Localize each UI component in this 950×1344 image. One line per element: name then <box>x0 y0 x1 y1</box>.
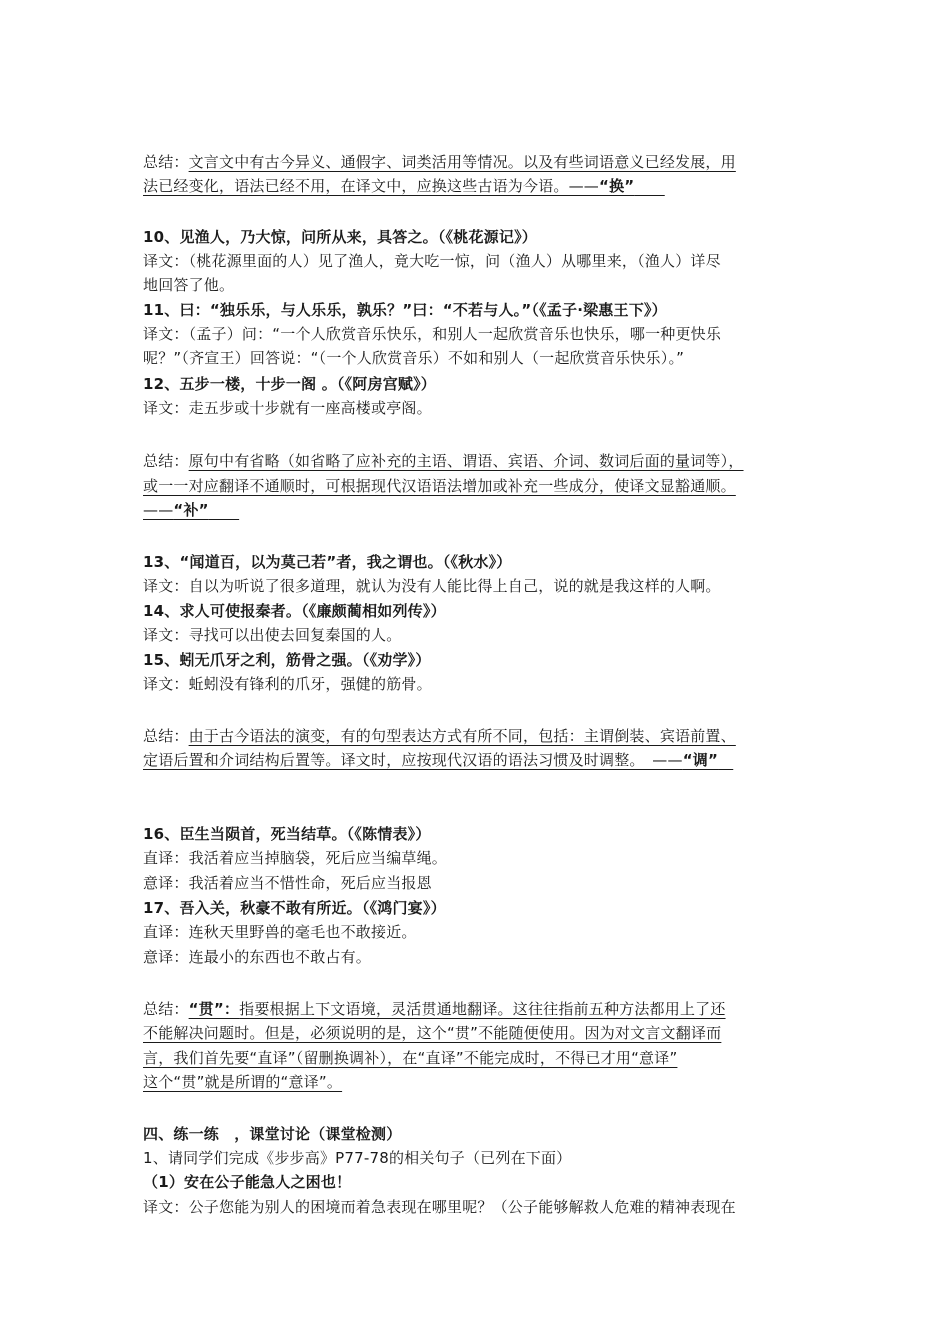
sentence-15: 15、蚓无爪牙之利，筋骨之强。（《劝学》） <box>143 651 431 669</box>
summary-text: 指要根据上下文语境，灵活贯通地翻译。这往往指前五种方法都用上了还 <box>239 1000 726 1018</box>
summary-3-line-1 <box>143 724 823 748</box>
free-translation-17: 意译：连最小的东西也不敢占有。 <box>143 948 372 966</box>
translation-15-line-1: 译文：蚯蚓没有锋利的爪牙，强健的筋骨。 <box>143 675 432 693</box>
summary-label: 总结： <box>143 727 189 745</box>
exercise-translation-1: 译文：公子您能为别人的困境而着急表现在哪里呢？（公子能够解救人危难的精神表现在 <box>143 1198 736 1216</box>
summary-3-line-2 <box>143 748 823 772</box>
section-4-heading: 四、练一练 ，课堂讨论（课堂检测） <box>143 1125 402 1143</box>
sentence-10: 10、见渔人，乃大惊，问所从来，具答之。（《桃花源记》） <box>143 228 537 246</box>
sentence-13: 13、“闻道百，以为莫己若”者，我之谓也。（《秋水》） <box>143 553 512 571</box>
summary-text: 文言文中有古今异义、通假字、词类活用等情况。以及有些词语意义已经发展，用 <box>188 153 736 171</box>
translation-13-line-1: 译文：自以为听说了很多道理，就认为没有人能比得上自己，说的就是我这样的人啊。 <box>143 577 721 595</box>
summary-1-line-1 <box>143 150 823 174</box>
sentence-16: 16、臣生当陨首，死当结草。（《陈情表》） <box>143 825 431 843</box>
summary-text: 法已经变化，语法已经不用，在译文中，应换这些古语为今语。—— <box>143 177 600 195</box>
summary-keyword: “贯”： <box>188 1000 240 1018</box>
summary-text: —— <box>143 501 174 519</box>
summary-4-line-1 <box>143 997 823 1021</box>
translation-12-line-1: 译文：走五步或十步就有一座高楼或亭阁。 <box>143 399 432 417</box>
summary-2-line-2: 或一一对应翻译不通顺时，可根据现代汉语语法增加或补充一些成分，使译文显豁通顺。 <box>143 477 736 495</box>
translation-10-line-1: 译文：（桃花源里面的人）见了渔人，竟大吃一惊，问（渔人）从哪里来，（渔人）详尽 <box>143 252 721 270</box>
sentence-14: 14、求人可使报秦者。（《廉颇蔺相如列传》） <box>143 602 446 620</box>
summary-2-line-3 <box>143 498 823 522</box>
summary-keyword: “补” <box>173 501 209 519</box>
summary-4-line-2: 不能解决问题时。但是，必须说明的是，这个“贯”不能随便使用。因为对文言文翻译而 <box>143 1024 722 1042</box>
sentence-11: 11、曰：“独乐乐，与人乐乐，孰乐？”曰：“不若与人。”（《孟子·梁惠王下》） <box>143 301 667 319</box>
translation-11-line-1: 译文：（孟子）问：“一个人欣赏音乐快乐，和别人一起欣赏音乐也快乐，哪一种更快乐 <box>143 325 722 343</box>
summary-4-line-4: 这个“贯”就是所谓的“意译”。 <box>143 1073 343 1091</box>
sentence-17: 17、吾入关，秋豪不敢有所近。（《鸿门宴》） <box>143 899 446 917</box>
summary-2-line-1 <box>143 449 823 473</box>
summary-label: 总结： <box>143 153 189 171</box>
translation-14-line-1: 译文：寻找可以出使去回复秦国的人。 <box>143 626 402 644</box>
sentence-12: 12、五步一楼，十步一阁 。（《阿房宫赋》） <box>143 375 436 393</box>
summary-keyword: “换” <box>599 177 635 195</box>
exercise-instruction: 1、请同学们完成《步步高》P77-78的相关句子（已列在下面） <box>143 1149 572 1167</box>
translation-10-line-2: 地回答了他。 <box>143 276 235 294</box>
exercise-sentence-1: （1）安在公子能急人之困也！ <box>143 1173 352 1191</box>
literal-translation-16: 直译：我活着应当掉脑袋，死后应当编草绳。 <box>143 849 448 867</box>
summary-label: 总结： <box>143 1000 189 1018</box>
summary-keyword: “调” <box>682 751 719 769</box>
summary-text: 原句中有省略（如省略了应补充的主语、谓语、宾语、介词、数词后面的量词等）， <box>188 452 744 470</box>
free-translation-16: 意译：我活着应当不惜性命，死后应当报恩 <box>143 874 432 892</box>
summary-text: 由于古今语法的演变，有的句型表达方式有所不同，包括：主谓倒装、宾语前置、 <box>188 727 736 745</box>
literal-translation-17: 直译：连秋天里野兽的毫毛也不敢接近。 <box>143 923 417 941</box>
summary-1-line-2 <box>143 174 823 198</box>
summary-4-line-3: 言，我们首先要“直译”（留删换调补），在“直译”不能完成时，不得已才用“意译” <box>143 1049 678 1067</box>
summary-text: 定语后置和介词结构后置等。译文时，应按现代汉语的语法习惯及时调整。 —— <box>143 751 683 769</box>
summary-label: 总结： <box>143 452 189 470</box>
translation-11-line-2: 呢？”（齐宣王）回答说：“（一个人欣赏音乐）不如和别人（一起欣赏音乐快乐）。” <box>143 349 685 367</box>
